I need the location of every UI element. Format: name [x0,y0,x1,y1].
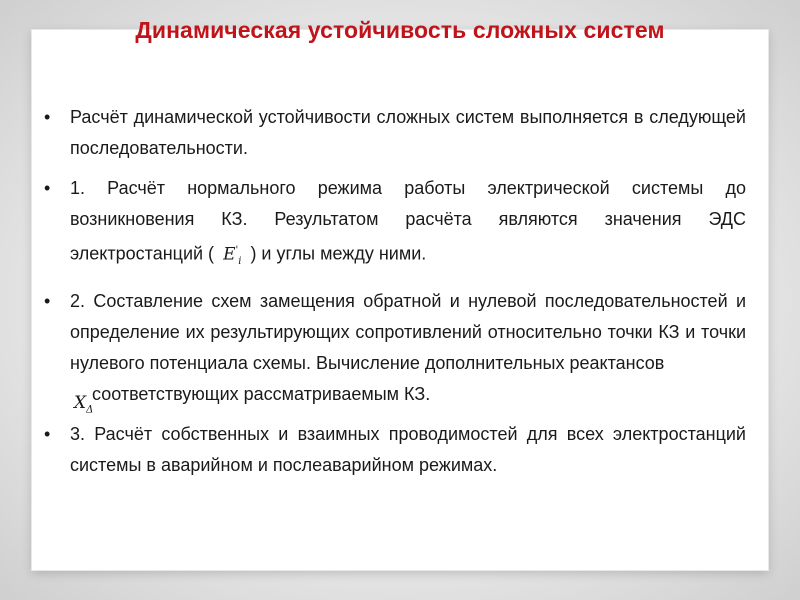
bullet-icon: • [44,291,51,312]
list-item [40,173,746,277]
emf-prime: ' [235,245,239,256]
emf-index: i [238,256,242,268]
reactance-index: Δ [86,404,94,416]
item-text: 3. Расчёт собственных и взаимных проводимостей для всех электростанций системы в аварийном и послеаварийном режимах. [70,424,746,476]
item-text-before: 2. Составление схем замещения обратной и нулевой последовательностей и определение их результирующих сопротивлений относительно точки КЗ и точки нулевого потенциала схемы. Вычисление дополнительных реактансов [70,291,746,374]
item-text-after: соответствующих рассматриваемым КЗ. [92,384,431,405]
bullet-list [40,102,746,490]
item-text-before: 1. Расчёт нормального режима работы электрической системы до возникновения КЗ. Результатом расчёта являются значения ЭДС электростанций ( [70,178,746,264]
list-item [40,102,746,164]
slide-title: Динамическая устойчивость сложных систем [135,17,665,43]
emf-base: E [223,244,236,265]
bullet-icon: • [44,107,51,127]
list-item [40,419,746,481]
bullet-icon: • [44,424,51,445]
emf-symbol [219,235,245,277]
item-text-after: ) и углы между ними. [245,243,427,264]
item-text: Расчёт динамической устойчивости сложных систем выполняется в следующей последовательности. [70,107,746,158]
reactance-line [70,384,431,416]
bullet-icon: • [44,178,51,198]
reactance-base: X [74,393,87,414]
list-item [40,286,746,416]
